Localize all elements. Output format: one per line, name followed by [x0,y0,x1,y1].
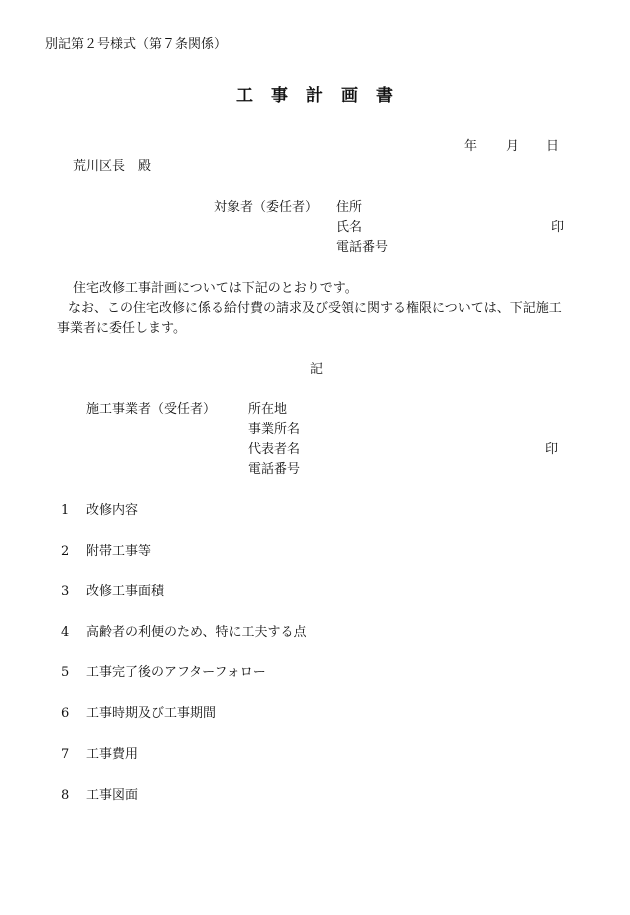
contractor-role: 施工事業者（受任者） [86,402,217,417]
contractor-office-label: 事業所名 [248,422,301,437]
applicant-address-label: 住所 [336,200,363,215]
item-number: 4 [61,625,70,640]
body-line-1: 住宅改修工事計画については下記のとおりです。 [73,281,358,296]
date-year: 年 [464,139,478,154]
title-char: 事 [271,86,288,106]
item-number: 3 [61,584,70,599]
contractor-seal: 印 [545,442,559,457]
item-number: 2 [61,544,70,559]
item-label: 工事完了後のアフターフォロー [86,665,266,680]
title-char: 計 [306,86,323,106]
ki-heading: 記 [310,362,324,377]
item-number: 6 [61,706,70,721]
item-label: 高齢者の利便のため、特に工夫する点 [86,625,307,640]
contractor-phone-label: 電話番号 [248,462,301,477]
title-char: 工 [236,86,253,106]
body-line-3: 事業者に委任します。 [57,321,186,336]
title-char: 書 [376,86,393,106]
applicant-phone-label: 電話番号 [336,240,389,255]
item-label: 改修内容 [86,503,139,518]
form-number: 別記第２号様式（第７条関係） [45,37,228,52]
item-label: 工事費用 [86,747,139,762]
date-month: 月 [506,139,520,154]
contractor-location-label: 所在地 [248,402,288,417]
date-day: 日 [546,139,560,154]
item-label: 改修工事面積 [86,584,165,599]
item-label: 工事図面 [86,788,139,803]
addressee: 荒川区長 殿 [73,159,152,174]
applicant-name-label: 氏名 [336,220,363,235]
title-char: 画 [341,86,358,106]
item-label: 工事時期及び工事期間 [86,706,217,721]
item-number: 1 [61,503,70,518]
item-number: 5 [61,665,70,680]
contractor-rep-label: 代表者名 [248,442,301,457]
body-line-2: なお、この住宅改修に係る給付費の請求及び受領に関する権限については、下記施工 [68,301,562,316]
item-number: 8 [61,788,70,803]
item-number: 7 [61,747,70,762]
applicant-seal: 印 [551,220,565,235]
item-label: 附帯工事等 [86,544,152,559]
document-title [236,88,411,105]
applicant-role: 対象者（委任者） [214,200,319,215]
